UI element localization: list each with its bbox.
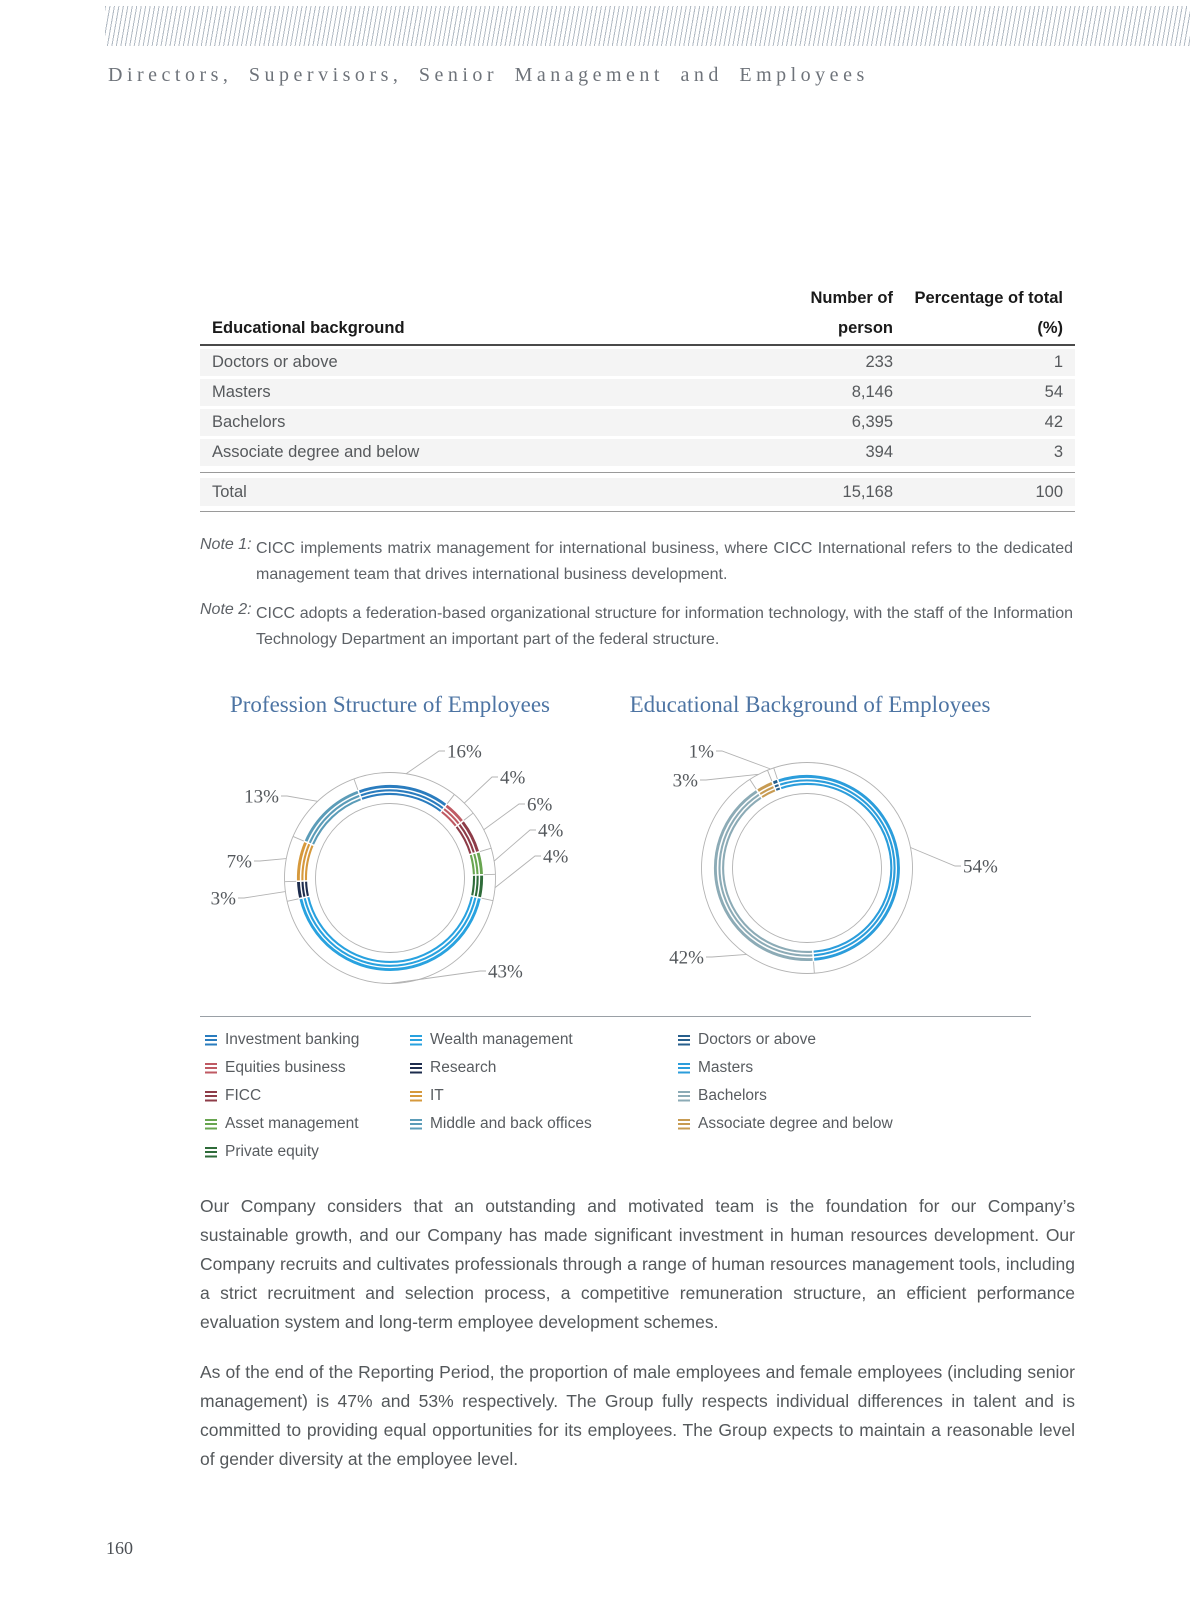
percent-label: 13% (244, 786, 279, 808)
legend-item (678, 1032, 1080, 1048)
donut-segment (301, 898, 479, 969)
legend-label: Bachelors (698, 1087, 767, 1104)
segment-tick (480, 848, 491, 851)
label-leader-line (238, 892, 285, 898)
segment-tick (774, 768, 778, 779)
legend-item (205, 1032, 410, 1048)
legend-label: Asset management (225, 1115, 359, 1132)
donut-segment (306, 792, 358, 841)
chart-legend (205, 1032, 1080, 1172)
hatch-band (105, 6, 1190, 46)
legend-swatch-icon (205, 1063, 217, 1074)
legend-label: Investment banking (225, 1031, 360, 1048)
donut-outer-ring (285, 773, 496, 984)
legend-swatch-icon (205, 1147, 217, 1158)
notes-block (200, 536, 1073, 666)
donut-segment (474, 854, 477, 874)
legend-item (410, 1032, 678, 1048)
donut-inner-ring (733, 794, 882, 943)
total-label: Total (212, 482, 247, 501)
legend-label: Equities business (225, 1059, 346, 1076)
table-cell: 54 (1044, 383, 1063, 401)
table-cell: 233 (865, 353, 893, 371)
donut-segment (359, 786, 445, 804)
legend-swatch-icon (678, 1091, 690, 1102)
paragraph: As of the end of the Reporting Period, the proportion of male employees and female employees (including senior management) is 47% and 53% respectively. The Group fully respects individual differences in talent and is committed to providing equal opportunities for its employees. The Group expects to maintain a reasonable level of gender diversity at the employee level. (200, 1362, 1075, 1469)
donut-segment (463, 822, 478, 851)
percent-label: 54% (963, 856, 998, 878)
table-cell: 394 (865, 443, 893, 461)
total-pct: 100 (1035, 482, 1063, 501)
legend-item (678, 1116, 1080, 1132)
legend-item (205, 1060, 410, 1076)
legend-item (410, 1116, 678, 1132)
label-leader-line (494, 830, 536, 861)
col-header-percentage: Percentage of total (914, 289, 1063, 307)
donut-segment (362, 794, 441, 811)
table-row (200, 349, 1075, 376)
table-row (200, 409, 1075, 436)
table-cell: 42 (1044, 413, 1063, 431)
legend-label: Masters (698, 1059, 754, 1076)
percent-label: 4% (543, 846, 569, 868)
note-label: Note 2: (200, 601, 252, 618)
donut-segment (480, 876, 482, 897)
total-number: 15,168 (842, 482, 893, 501)
donut-segment (760, 787, 773, 794)
donut-segment (779, 776, 899, 959)
donut-segment (308, 897, 472, 962)
table-header (200, 278, 1075, 346)
segment-tick (447, 794, 454, 803)
note-text: CICC adopts a federation-based organizational structure for information technology, with the staff of the Information Technology Department an important part of the federal structure. (256, 605, 1073, 648)
col-header-number-of: Number of (810, 289, 893, 307)
legend-item (205, 1088, 410, 1104)
percent-label: 3% (672, 770, 698, 792)
legend-swatch-icon (205, 1091, 217, 1102)
donut-segment (719, 795, 812, 956)
donut-segment (723, 798, 812, 952)
donut-segment (762, 790, 775, 797)
legend-label: Private equity (225, 1143, 319, 1160)
col-header-person: person (837, 319, 893, 337)
segment-tick (287, 899, 298, 902)
legend-item (410, 1060, 678, 1076)
legend-column (410, 1032, 678, 1172)
table-row-total (200, 478, 1075, 506)
percent-label: 1% (688, 741, 714, 763)
body-paragraphs (200, 1192, 1075, 1495)
percent-label: 4% (538, 820, 564, 842)
legend-swatch-icon (205, 1119, 217, 1130)
label-leader-line (281, 796, 318, 801)
table-bottom-rule (200, 511, 1075, 512)
donut-segment (447, 806, 462, 821)
label-leader-line (706, 954, 747, 957)
label-leader-line (464, 777, 498, 803)
segment-tick (354, 779, 358, 790)
percent-label: 3% (210, 888, 236, 910)
donut-segment (780, 780, 894, 955)
legend-item (678, 1088, 1080, 1104)
segment-tick (293, 836, 304, 841)
donut-segment (444, 809, 459, 823)
donut-segment (758, 783, 772, 790)
donut-segment (305, 898, 476, 966)
note-label: Note 1: (200, 536, 252, 553)
legend-swatch-icon (678, 1063, 690, 1074)
donut-segment (306, 882, 308, 896)
donut-segment (302, 844, 309, 880)
legend-label: Middle and back offices (430, 1115, 592, 1132)
label-leader-line (406, 751, 445, 774)
percent-label: 6% (527, 794, 553, 816)
note (200, 601, 1073, 653)
left-chart-title: Profession Structure of Employees (229, 692, 551, 717)
table-divider (200, 472, 1075, 473)
segment-tick (814, 962, 815, 974)
page-number: 160 (106, 1538, 133, 1558)
legend-item (205, 1144, 410, 1160)
table-cell: 6,395 (851, 413, 893, 431)
legend-label: Research (430, 1059, 497, 1076)
table-cell: Associate degree and below (212, 443, 420, 461)
legend-swatch-icon (678, 1035, 690, 1046)
legend-label: IT (430, 1087, 444, 1104)
right-chart-title: Educational Background of Employees (629, 692, 991, 717)
percent-label: 4% (500, 767, 526, 789)
page-title: Directors, Supervisors, Senior Management and Employees (108, 64, 869, 86)
donut-segment (472, 876, 474, 896)
segment-tick (750, 779, 756, 789)
label-leader-line (495, 856, 541, 888)
note (200, 536, 1073, 588)
legend-swatch-icon (410, 1091, 422, 1102)
label-leader-line (254, 859, 286, 861)
percent-label: 42% (669, 947, 704, 969)
legend-label: Wealth management (430, 1031, 573, 1048)
education-table (200, 278, 1075, 512)
donut-segment (478, 853, 481, 874)
table-cell: 8,146 (851, 383, 893, 401)
donut-segment (457, 827, 471, 854)
donut-segment (460, 825, 474, 853)
donut-segment (781, 784, 891, 952)
col-header-educational-background: Educational background (212, 319, 405, 337)
donut-segment (299, 882, 301, 898)
legend-swatch-icon (205, 1035, 217, 1046)
legend-label: Doctors or above (698, 1031, 817, 1048)
donut-segment (476, 876, 478, 896)
donut-segment (310, 796, 360, 843)
percent-label: 7% (226, 851, 252, 873)
legend-label: Associate degree and below (698, 1115, 893, 1132)
table-row (200, 379, 1075, 406)
donut-segment (306, 846, 313, 881)
legend-item (205, 1116, 410, 1132)
legend-swatch-icon (410, 1063, 422, 1074)
donut-segment (715, 791, 812, 959)
legend-label: FICC (225, 1087, 262, 1104)
legend-column (678, 1032, 1080, 1172)
segment-tick (464, 813, 473, 820)
legend-swatch-icon (678, 1119, 690, 1130)
table-cell: 3 (1053, 443, 1063, 461)
label-leader-line (700, 774, 758, 780)
legend-column (205, 1032, 410, 1172)
donut-segment (313, 799, 361, 844)
label-leader-line (484, 804, 525, 830)
note-text: CICC implements matrix management for international business, where CICC International refers to the dedicated management team that drives international business development. (256, 540, 1073, 583)
donut-segment (773, 781, 777, 783)
percent-label: 16% (447, 741, 482, 763)
label-leader-line (390, 971, 486, 984)
table-cell: Doctors or above (212, 353, 338, 371)
legend-item (410, 1088, 678, 1104)
donut-segment (471, 855, 474, 874)
legend-swatch-icon (410, 1035, 422, 1046)
table-cell: Masters (212, 383, 271, 401)
donut-segment (776, 789, 780, 790)
legend-swatch-icon (410, 1119, 422, 1130)
legend-divider (200, 1016, 1031, 1017)
col-header-pct-unit: (%) (1037, 319, 1063, 337)
donut-segment (442, 812, 456, 826)
donut-segment (303, 882, 305, 897)
table-cell: 1 (1053, 353, 1063, 371)
donut-segment (298, 843, 305, 881)
segment-tick (767, 770, 771, 781)
label-leader-line (716, 751, 771, 769)
donut-inner-ring (316, 804, 465, 953)
segment-tick (482, 898, 493, 901)
table-cell: Bachelors (212, 413, 286, 431)
donut-segment (775, 785, 779, 786)
label-leader-line (911, 848, 962, 867)
legend-item (678, 1060, 1080, 1076)
table-row (200, 439, 1075, 466)
paragraph: Our Company considers that an outstanding and motivated team is the foundation for our Company’s sustainable growth, and our Company has made significant investment in human resources development. Our Company recruits and cultivates professionals through a range of human resources management tools, including a strict recruitment and selection process, a competitive remuneration structure, an efficient performance evaluation system and long-term employee development schemes. (200, 1196, 1075, 1332)
percent-label: 43% (488, 961, 523, 983)
table-body (200, 349, 1075, 466)
donut-outer-ring (702, 763, 913, 974)
donut-segment (361, 790, 443, 808)
